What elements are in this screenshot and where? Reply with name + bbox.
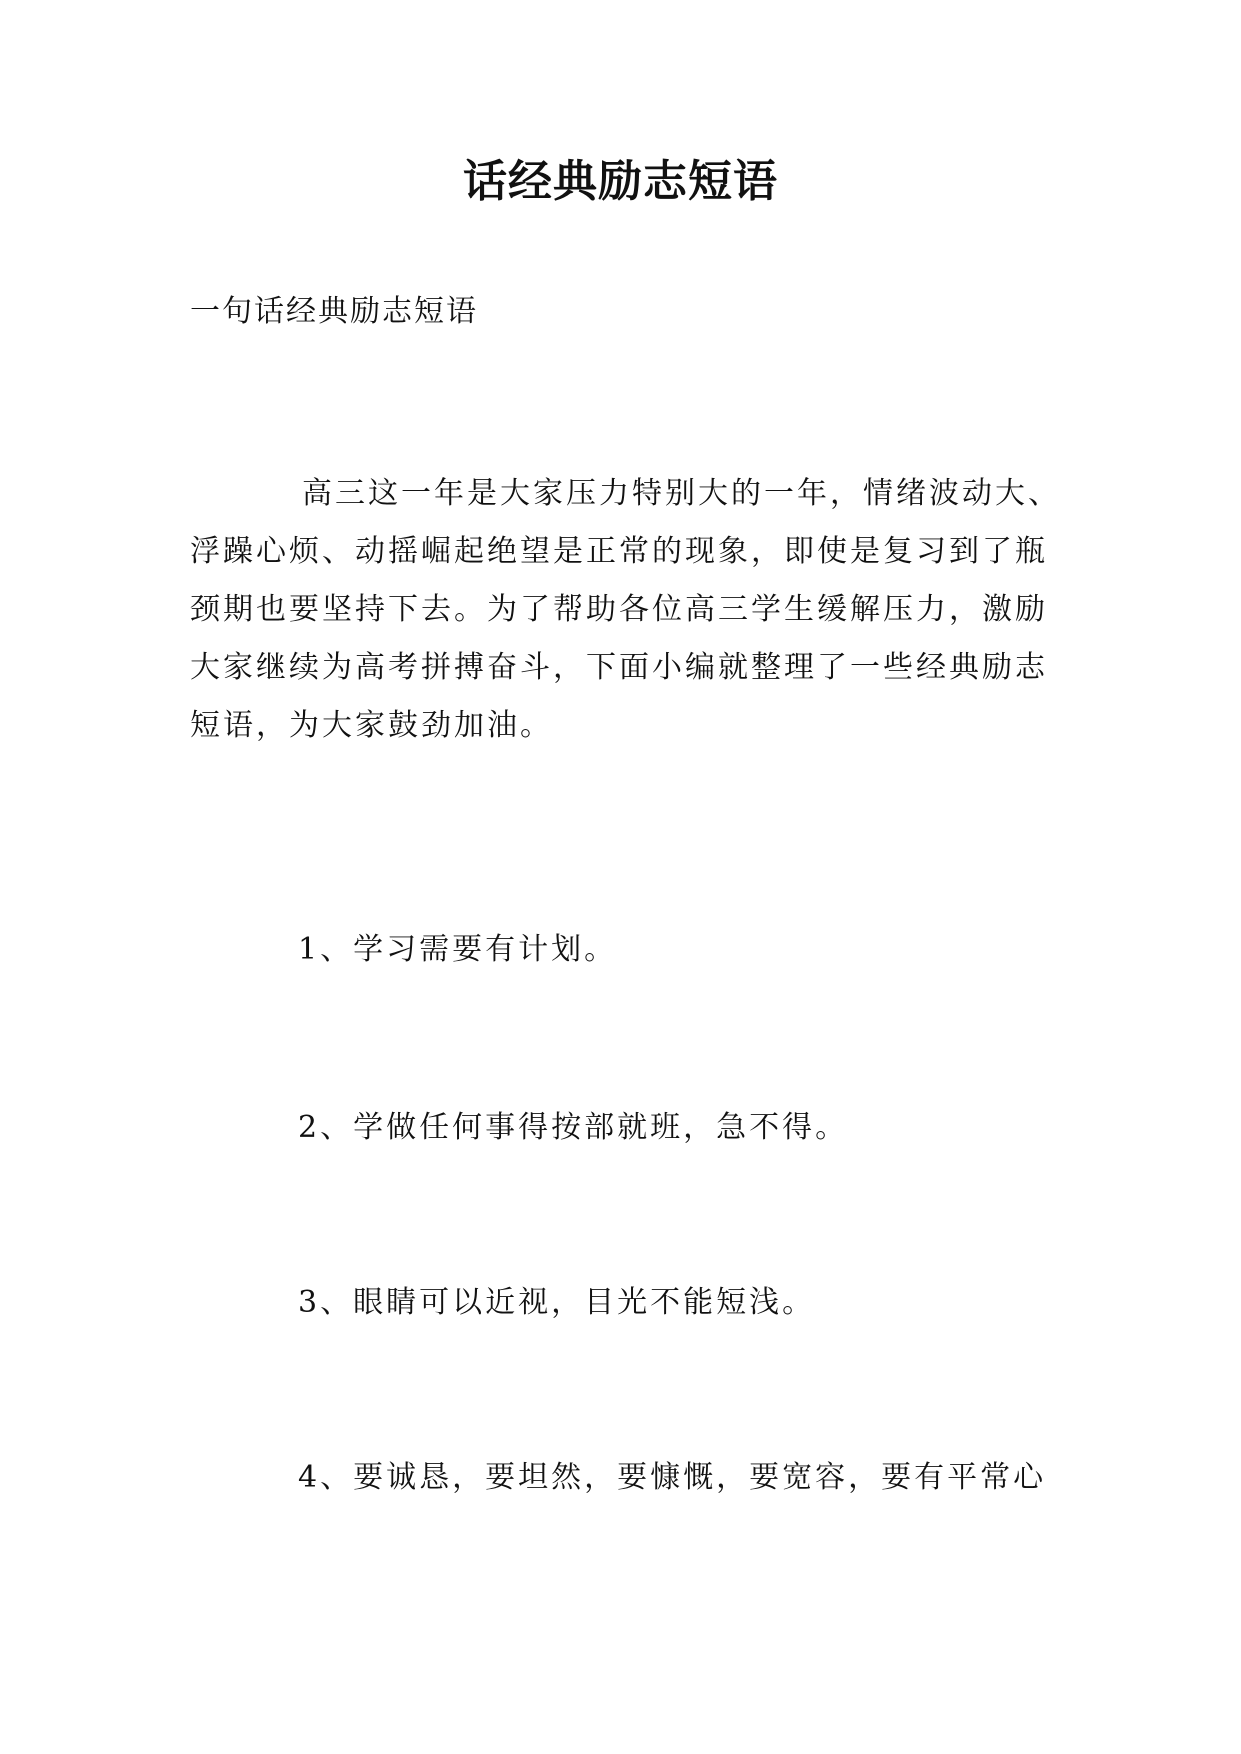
quote-item: 4、要诚恳，要坦然，要慷慨，要宽容，要有平常心	[298, 1460, 1047, 1495]
quote-item: 3、眼睛可以近视，目光不能短浅。	[298, 1285, 816, 1320]
quote-item: 1、学习需要有计划。	[298, 932, 618, 967]
document-title: 话经典励志短语	[463, 156, 778, 207]
quote-item: 2、学做任何事得按部就班，急不得。	[298, 1110, 849, 1145]
intro-paragraph: 高三这一年是大家压力特别大的一年，情绪波动大、浮躁心烦、动摇崛起绝望是正常的现象，即使是复习到了瓶颈期也要坚持下去。为了帮助各位高三学生缓解压力，激励大家继续为高考拼搏奋斗，下面小编就整理了一些经典励志短语，为大家鼓劲加油。	[190, 476, 1061, 743]
document-subtitle: 一句话经典励志短语	[190, 294, 478, 329]
